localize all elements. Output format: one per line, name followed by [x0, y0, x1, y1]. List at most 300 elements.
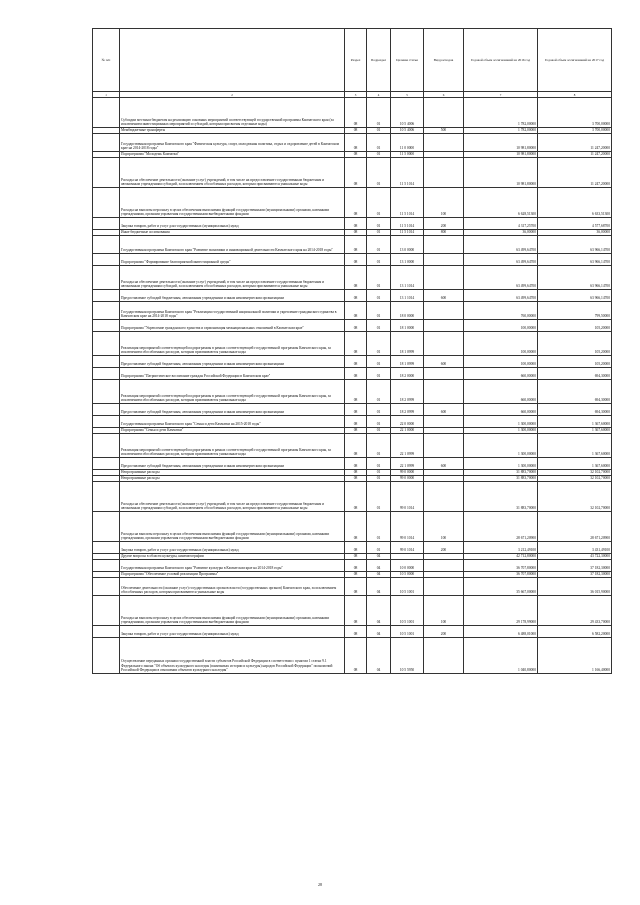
cell-expense-type	[424, 158, 464, 188]
table-row	[93, 578, 612, 596]
cell-amount-2017: 37 182,30000	[538, 572, 612, 578]
cell-number	[93, 560, 120, 572]
cell-podrazdel: 01	[367, 98, 391, 128]
cell-number	[93, 236, 120, 254]
cell-expense-type	[424, 134, 464, 152]
cell-name: Иные бюджетные ассигнования	[120, 230, 345, 236]
cell-amount-2017: 1 367,60000	[538, 416, 612, 428]
cell-expense-type	[424, 416, 464, 428]
cell-name: Предоставление субсидий бюджетным, автономным учреждениям и иным некоммерческим организациям	[120, 290, 345, 302]
cell-podrazdel: 01	[367, 458, 391, 470]
cell-name: Предоставление субсидий бюджетным, автономным учреждениям и иным некоммерческим организациям	[120, 356, 345, 368]
cell-razdel: 08	[345, 218, 367, 230]
cell-name: Подпрограмма "Молодежь Камчатки"	[120, 152, 345, 158]
cell-podrazdel: 04	[367, 578, 391, 596]
cell-target-article: 11 0 0000	[391, 134, 424, 152]
cell-amount-2016: 3 212,49100	[464, 542, 538, 554]
cell-expense-type: 500	[424, 128, 464, 134]
cell-expense-type: 800	[424, 230, 464, 236]
cell-target-article: 18 1 0000	[391, 320, 424, 332]
cell-expense-type: 600	[424, 458, 464, 470]
cell-amount-2017: 32 102,70000	[538, 476, 612, 482]
cell-amount-2016: 1 782,00000	[464, 98, 538, 128]
cell-razdel: 08	[345, 98, 367, 128]
cell-amount-2017: 694,30000	[538, 380, 612, 404]
table-row	[93, 218, 612, 230]
table-row	[93, 458, 612, 470]
cell-name: Закупка товаров, работ и услуг для государственных (муниципальных) нужд	[120, 218, 345, 230]
table-row	[93, 254, 612, 266]
cell-name: Субсидии местным бюджетам на реализацию основных мероприятий соответствующей государственной программы Камчатского края (за исключением инвестиционных мероприятий и субсидий, которым присвоены отдельные коды)	[120, 98, 345, 128]
cell-amount-2017: 3 431,49100	[538, 542, 612, 554]
cell-amount-2017: 63 966,14700	[538, 254, 612, 266]
cell-amount-2016: 4 317,25700	[464, 218, 538, 230]
cell-podrazdel: 01	[367, 236, 391, 254]
cell-name: Государственная программа Камчатского края "Развитие экономики и инновационной деятельности Камчатского края на 2014-2018 годы"	[120, 236, 345, 254]
cell-name: Государственная программа Камчатского края "Развитие культуры в Камчатском крае на 2014-2018 годы"	[120, 560, 345, 572]
cell-number	[93, 638, 120, 674]
cell-amount-2016: 31 883,70000	[464, 470, 538, 476]
cell-target-article: 10 5 1001	[391, 626, 424, 638]
cell-amount-2016: 10 981,80000	[464, 152, 538, 158]
cell-amount-2016: 100,00000	[464, 320, 538, 332]
cell-amount-2016: 63 499,64700	[464, 254, 538, 266]
cell-amount-2016: 42 712,80000	[464, 554, 538, 560]
cell-target-article: 18 1 0999	[391, 356, 424, 368]
table-row	[93, 134, 612, 152]
cell-podrazdel: 01	[367, 512, 391, 542]
cell-razdel: 08	[345, 320, 367, 332]
cell-amount-2017: 36,00000	[538, 230, 612, 236]
table-body	[93, 98, 612, 674]
cell-expense-type	[424, 578, 464, 596]
cell-amount-2016: 660,00000	[464, 404, 538, 416]
cell-name: Подпрограмма "Обеспечение условий реализации Программы"	[120, 572, 345, 578]
cell-razdel: 08	[345, 290, 367, 302]
cell-razdel: 08	[345, 356, 367, 368]
cell-number	[93, 218, 120, 230]
cell-podrazdel: 01	[367, 332, 391, 356]
cell-number	[93, 368, 120, 380]
cell-podrazdel: 01	[367, 230, 391, 236]
cell-target-article: 18 0 0000	[391, 302, 424, 320]
cell-amount-2017: 6 582,20000	[538, 626, 612, 638]
table-row	[93, 404, 612, 416]
cell-amount-2016: 6 488,01000	[464, 626, 538, 638]
cell-name: Государственная программа Камчатского края "Реализация государственной национальной политики и укрепление гражданского единства в Камчатском крае на 2014-2018 годы"	[120, 302, 345, 320]
cell-expense-type	[424, 434, 464, 458]
cell-target-article: 13 0 0000	[391, 236, 424, 254]
cell-expense-type	[424, 482, 464, 512]
cell-number	[93, 302, 120, 320]
cell-name: Расходы на обеспечение деятельности (оказание услуг) учреждений, в том числе на предоставление государственным бюджетным и автономным учреждениям субсидий, за исключением обособленных расходов, которым присваиваются уникальные коды	[120, 266, 345, 290]
cell-expense-type: 100	[424, 596, 464, 626]
cell-razdel: 08	[345, 302, 367, 320]
cell-amount-2017: 105,20000	[538, 320, 612, 332]
budget-table	[92, 28, 612, 674]
cell-amount-2017: 11 247,20000	[538, 158, 612, 188]
cell-target-article: 99 0 1014	[391, 512, 424, 542]
cell-expense-type	[424, 236, 464, 254]
cell-razdel: 08	[345, 542, 367, 554]
cell-razdel: 08	[345, 470, 367, 476]
cell-razdel: 08	[345, 134, 367, 152]
cell-razdel: 08	[345, 404, 367, 416]
cell-target-article: 99 0 0000	[391, 476, 424, 482]
cell-target-article: 10 5 1001	[391, 596, 424, 626]
cell-number	[93, 158, 120, 188]
cell-target-article: 13 1 0000	[391, 254, 424, 266]
cell-razdel: 08	[345, 368, 367, 380]
cell-number	[93, 458, 120, 470]
cell-razdel: 08	[345, 638, 367, 674]
cell-number	[93, 320, 120, 332]
cell-amount-2017: 43 722,30000	[538, 554, 612, 560]
cell-podrazdel: 01	[367, 428, 391, 434]
cell-amount-2017: 29 433,70000	[538, 596, 612, 626]
cell-name: Обеспечение деятельности (оказание услуг) государственных органов власти (государственных органов) Камчатского края, за исключением обособленных расходов, которым присваиваются уникальные коды	[120, 578, 345, 596]
cell-number	[93, 188, 120, 218]
cell-target-article: 11 5 0000	[391, 152, 424, 158]
cell-name: Непрограммные расходы	[120, 476, 345, 482]
table-row	[93, 236, 612, 254]
cell-amount-2016: 36 707,80000	[464, 572, 538, 578]
cell-target-article: 10 5 0000	[391, 572, 424, 578]
cell-amount-2016: 63 499,64700	[464, 266, 538, 290]
table-row	[93, 332, 612, 356]
cell-number	[93, 254, 120, 266]
cell-target-article: 18 2 0999	[391, 380, 424, 404]
cell-name: Предоставление субсидий бюджетным, автономным учреждениям и иным некоммерческим организациям	[120, 458, 345, 470]
table-row	[93, 416, 612, 428]
cell-target-article: 22 1 0999	[391, 458, 424, 470]
cell-number	[93, 380, 120, 404]
cell-expense-type: 600	[424, 356, 464, 368]
cell-number	[93, 134, 120, 152]
cell-amount-2017: 1 166,40000	[538, 638, 612, 674]
cell-expense-type	[424, 254, 464, 266]
cell-amount-2016: 1 300,00000	[464, 428, 538, 434]
table-row	[93, 188, 612, 218]
cell-amount-2016: 28 671,20900	[464, 512, 538, 542]
cell-amount-2016: 100,00000	[464, 332, 538, 356]
cell-podrazdel: 04	[367, 638, 391, 674]
cell-razdel: 08	[345, 152, 367, 158]
cell-target-article: 10 5 1001	[391, 578, 424, 596]
cell-name: Подпрограмма "Укрепление гражданского единства и гармонизация межнациональных отношений в Камчатском крае"	[120, 320, 345, 332]
cell-amount-2016: 760,00000	[464, 302, 538, 320]
cell-razdel: 08	[345, 554, 367, 560]
cell-podrazdel: 01	[367, 416, 391, 428]
cell-target-article: 10 0 0000	[391, 560, 424, 572]
cell-podrazdel: 01	[367, 128, 391, 134]
cell-target-article: 99 0 1014	[391, 542, 424, 554]
table-row	[93, 98, 612, 128]
cell-amount-2017: 1 367,60000	[538, 428, 612, 434]
cell-target-article: 99 0 1014	[391, 482, 424, 512]
cell-number	[93, 434, 120, 458]
cell-target-article: 22 1 0000	[391, 428, 424, 434]
cell-podrazdel: 01	[367, 302, 391, 320]
cell-podrazdel: 04	[367, 554, 391, 560]
cell-podrazdel: 01	[367, 482, 391, 512]
cell-name: Осуществление переданных органам государственной власти субъектов Российской Федерации в соответствии с пунктом 1 статьи 9.1 Федерального закона "Об объектах культурного наследия (памятниках истории и культуры) народов Российской Федерации" полномочий Российской Федерации в отношении объектов культурного наследия"	[120, 638, 345, 674]
cell-number	[93, 512, 120, 542]
header-cell-target-article: Целевая статья	[391, 29, 424, 92]
cell-target-article: 13 1 1014	[391, 290, 424, 302]
table-row	[93, 596, 612, 626]
header-cell-2016: Годовой объем ассигнований на 2016 год	[464, 29, 538, 92]
cell-razdel: 08	[345, 572, 367, 578]
cell-target-article: 11 5 1014	[391, 230, 424, 236]
cell-podrazdel: 01	[367, 356, 391, 368]
cell-amount-2016: 35 667,00000	[464, 578, 538, 596]
cell-razdel: 08	[345, 560, 367, 572]
cell-razdel: 08	[345, 416, 367, 428]
cell-amount-2017: 37 182,30000	[538, 560, 612, 572]
cell-podrazdel: 01	[367, 542, 391, 554]
cell-razdel: 08	[345, 578, 367, 596]
cell-amount-2016: 1 300,00000	[464, 416, 538, 428]
cell-name: Подпрограмма "Патриотическое воспитание граждан Российской Федерации в Камчатском крае"	[120, 368, 345, 380]
cell-amount-2017: 1 367,60000	[538, 458, 612, 470]
cell-name: Закупка товаров, работ и услуг для государственных (муниципальных) нужд	[120, 626, 345, 638]
cell-razdel: 08	[345, 458, 367, 470]
header-cell-name	[120, 29, 345, 92]
cell-amount-2017: 1 367,60000	[538, 434, 612, 458]
column-number: 7	[464, 92, 538, 98]
cell-number	[93, 416, 120, 428]
header-cell-number: № п/п	[93, 29, 120, 92]
cell-amount-2016: 29 178,99000	[464, 596, 538, 626]
cell-number	[93, 404, 120, 416]
cell-name: Расходы на обеспечение деятельности (оказание услуг) учреждений, в том числе на предоставление государственным бюджетным и автономным учреждениям субсидий, за исключением обособленных расходов, которым присваиваются уникальные коды	[120, 482, 345, 512]
cell-amount-2016: 10 981,80000	[464, 158, 538, 188]
cell-expense-type: 200	[424, 542, 464, 554]
cell-razdel: 08	[345, 230, 367, 236]
cell-amount-2016: 31 883,70000	[464, 482, 538, 512]
cell-podrazdel: 04	[367, 572, 391, 578]
cell-podrazdel: 01	[367, 380, 391, 404]
cell-expense-type: 200	[424, 218, 464, 230]
cell-razdel: 08	[345, 332, 367, 356]
cell-amount-2017: 105,20000	[538, 356, 612, 368]
cell-name: Подпрограмма "Семья и дети Камчатки"	[120, 428, 345, 434]
cell-podrazdel: 01	[367, 470, 391, 476]
cell-expense-type	[424, 98, 464, 128]
cell-amount-2017: 3 700,00000	[538, 98, 612, 128]
cell-amount-2016: 63 499,64700	[464, 236, 538, 254]
cell-razdel: 08	[345, 236, 367, 254]
cell-number	[93, 542, 120, 554]
cell-amount-2016: 36 707,80000	[464, 560, 538, 572]
cell-amount-2016: 1 300,00000	[464, 434, 538, 458]
table-row	[93, 380, 612, 404]
cell-podrazdel: 01	[367, 290, 391, 302]
cell-name: Другие вопросы в области культуры, кинематографии	[120, 554, 345, 560]
table-row	[93, 290, 612, 302]
table-row	[93, 158, 612, 188]
cell-amount-2016: 10 981,80000	[464, 134, 538, 152]
cell-target-article: 11 5 1014	[391, 158, 424, 188]
cell-name: Расходы на выплаты персоналу в целях обеспечения выполнения функций государственными (муниципальными) органами, казенными учреждениями, органами управления государственными внебюджетными фондами	[120, 596, 345, 626]
cell-expense-type: 100	[424, 512, 464, 542]
cell-name: Расходы на выплаты персоналу в целях обеспечения выполнения функций государственными (муниципальными) органами, казенными учреждениями, органами управления государственными внебюджетными фондами	[120, 512, 345, 542]
cell-razdel: 08	[345, 476, 367, 482]
cell-razdel: 08	[345, 428, 367, 434]
cell-razdel: 08	[345, 482, 367, 512]
cell-expense-type	[424, 320, 464, 332]
cell-name: Реализация мероприятий соответствующей подпрограммы в рамках соответствующей государственной программы Камчатского края, за исключением обособленных расходов, которым присваиваются уникальные коды	[120, 434, 345, 458]
cell-amount-2017: 799,50000	[538, 302, 612, 320]
cell-target-article: 10 5 5950	[391, 638, 424, 674]
cell-name: Закупка товаров, работ и услуг для государственных (муниципальных) нужд	[120, 542, 345, 554]
cell-expense-type: 200	[424, 626, 464, 638]
cell-amount-2016: 1 300,00000	[464, 458, 538, 470]
cell-amount-2016: 1 782,00000	[464, 128, 538, 134]
cell-podrazdel: 04	[367, 560, 391, 572]
cell-amount-2017: 28 671,20900	[538, 512, 612, 542]
table-row	[93, 638, 612, 674]
cell-amount-2016: 660,00000	[464, 368, 538, 380]
cell-razdel: 08	[345, 266, 367, 290]
cell-name: Реализация мероприятий соответствующей подпрограммы в рамках соответствующей государственной программы Камчатского края, за исключением обособленных расходов, которым присваиваются уникальные коды	[120, 380, 345, 404]
cell-amount-2016: 36,00000	[464, 230, 538, 236]
cell-number	[93, 266, 120, 290]
cell-name: Государственная программа Камчатского края "Физическая культура, спорт, молодежная политика, отдых и оздоровление детей в Камчатском крае на 2014-2018 годы"	[120, 134, 345, 152]
cell-number	[93, 356, 120, 368]
cell-podrazdel: 01	[367, 218, 391, 230]
cell-podrazdel: 01	[367, 158, 391, 188]
column-number: 8	[538, 92, 612, 98]
table-row	[93, 560, 612, 572]
cell-razdel: 08	[345, 188, 367, 218]
cell-number	[93, 578, 120, 596]
cell-amount-2016: 6 628,51300	[464, 188, 538, 218]
cell-target-article: 18 1 0999	[391, 332, 424, 356]
cell-podrazdel: 04	[367, 596, 391, 626]
cell-podrazdel: 01	[367, 188, 391, 218]
cell-podrazdel: 04	[367, 626, 391, 638]
column-number: 3	[345, 92, 367, 98]
cell-podrazdel: 01	[367, 134, 391, 152]
cell-razdel: 08	[345, 512, 367, 542]
table-row	[93, 368, 612, 380]
cell-name: Расходы на обеспечение деятельности (оказание услуг) учреждений, в том числе на предоставление государственным бюджетным и автономным учреждениям субсидий, за исключением обособленных расходов, которым присваиваются уникальные коды	[120, 158, 345, 188]
column-number: 4	[367, 92, 391, 98]
cell-amount-2017: 11 247,20000	[538, 152, 612, 158]
table-row	[93, 434, 612, 458]
table-row	[93, 266, 612, 290]
cell-expense-type	[424, 380, 464, 404]
cell-name: Непрограммные расходы	[120, 470, 345, 476]
cell-amount-2016: 31 883,70000	[464, 476, 538, 482]
table-row	[93, 512, 612, 542]
cell-number	[93, 290, 120, 302]
cell-expense-type	[424, 302, 464, 320]
table-row	[93, 320, 612, 332]
cell-number	[93, 482, 120, 512]
cell-razdel: 08	[345, 434, 367, 458]
cell-amount-2017: 4 577,68700	[538, 218, 612, 230]
cell-podrazdel: 01	[367, 152, 391, 158]
cell-amount-2017: 105,20000	[538, 332, 612, 356]
cell-podrazdel: 01	[367, 266, 391, 290]
cell-amount-2016: 660,00000	[464, 380, 538, 404]
cell-expense-type	[424, 560, 464, 572]
cell-podrazdel: 01	[367, 404, 391, 416]
cell-amount-2017: 694,30000	[538, 404, 612, 416]
cell-expense-type	[424, 638, 464, 674]
cell-target-article: 18 2 0000	[391, 368, 424, 380]
header-row	[93, 29, 612, 92]
cell-name: Межбюджетные трансферты	[120, 128, 345, 134]
cell-amount-2017: 694,30000	[538, 368, 612, 380]
cell-amount-2016: 100,00000	[464, 356, 538, 368]
cell-target-article: 99 0 0000	[391, 470, 424, 476]
cell-number	[93, 98, 120, 128]
cell-expense-type: 600	[424, 404, 464, 416]
table-row	[93, 482, 612, 512]
cell-target-article: 11 5 1014	[391, 218, 424, 230]
cell-amount-2016: 63 499,64700	[464, 290, 538, 302]
header-cell-podrazdel: Подраздел	[367, 29, 391, 92]
cell-target-article: 11 5 1014	[391, 188, 424, 218]
cell-name: Реализация мероприятий соответствующей подпрограммы в рамках соответствующей государственной программы Камчатского края, за исключением обособленных расходов, которым присваиваются уникальные коды	[120, 332, 345, 356]
cell-razdel: 08	[345, 254, 367, 266]
cell-target-article: 18 2 0999	[391, 404, 424, 416]
table-row	[93, 356, 612, 368]
header-cell-razdel: Раздел	[345, 29, 367, 92]
cell-razdel: 08	[345, 128, 367, 134]
cell-number	[93, 596, 120, 626]
cell-amount-2016: 1 040,80000	[464, 638, 538, 674]
cell-razdel: 08	[345, 596, 367, 626]
cell-name: Государственная программа Камчатского края "Семья и дети Камчатки на 2015-2018 годы"	[120, 416, 345, 428]
cell-amount-2017: 32 102,70000	[538, 470, 612, 476]
cell-amount-2017: 63 966,14700	[538, 236, 612, 254]
cell-name: Расходы на выплаты персоналу в целях обеспечения выполнения функций государственными (муниципальными) органами, казенными учреждениями, органами управления государственными внебюджетными фондами	[120, 188, 345, 218]
cell-name: Предоставление субсидий бюджетным, автономным учреждениям и иным некоммерческим организациям	[120, 404, 345, 416]
cell-expense-type: 100	[424, 188, 464, 218]
cell-podrazdel: 01	[367, 254, 391, 266]
cell-number	[93, 332, 120, 356]
cell-target-article: 22 1 0999	[391, 434, 424, 458]
cell-amount-2017: 63 966,14700	[538, 266, 612, 290]
column-number: 2	[120, 92, 345, 98]
cell-amount-2017: 11 247,20000	[538, 134, 612, 152]
cell-target-article: 10 5 4006	[391, 98, 424, 128]
cell-amount-2017: 63 966,14700	[538, 290, 612, 302]
cell-target-article: 10 5 4006	[391, 128, 424, 134]
cell-expense-type	[424, 332, 464, 356]
cell-razdel: 08	[345, 626, 367, 638]
cell-target-article: 22 0 0000	[391, 416, 424, 428]
cell-podrazdel: 01	[367, 320, 391, 332]
table-row	[93, 302, 612, 320]
cell-expense-type	[424, 368, 464, 380]
cell-podrazdel: 01	[367, 368, 391, 380]
table-row	[93, 542, 612, 554]
cell-amount-2017: 3 700,00000	[538, 128, 612, 134]
cell-name: Подпрограмма "Формирование благоприятной инвестиционной среды"	[120, 254, 345, 266]
cell-razdel: 08	[345, 380, 367, 404]
cell-number	[93, 626, 120, 638]
cell-expense-type: 600	[424, 290, 464, 302]
header-cell-expense-type: Вид расходов	[424, 29, 464, 92]
cell-amount-2017: 32 102,70000	[538, 482, 612, 512]
header-cell-2017: Годовой объем ассигнований на 2017 год	[538, 29, 612, 92]
